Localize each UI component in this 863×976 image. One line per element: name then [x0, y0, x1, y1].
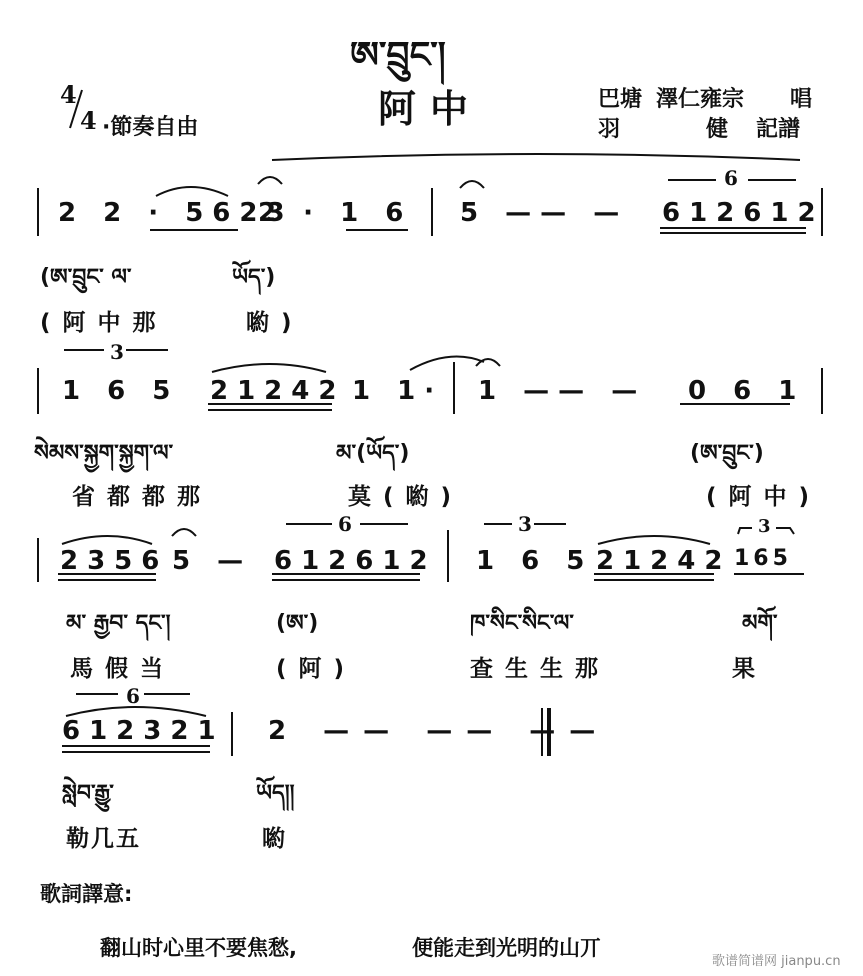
line4-triplet-mark: 6: [126, 684, 140, 708]
line1-measure4: 612612: [662, 198, 825, 228]
line2-measure3: 1 1·: [352, 376, 444, 406]
meter-top: 4: [60, 80, 77, 109]
tempo-marking: ·節奏自由: [102, 115, 199, 140]
line3-triplet-mark-1: 6: [338, 512, 352, 536]
line1-measure3: 5 —— —: [460, 198, 629, 228]
line4-chinese-2: 喲: [262, 826, 297, 852]
credit-singer-role: 唱: [790, 87, 813, 112]
line3-tibetan-4: མགོ་: [742, 611, 778, 636]
line1-chinese-1: (阿中那: [40, 310, 168, 336]
line1-measure1: 2 2 · 5623: [58, 198, 294, 228]
line3-chinese-4: 果: [732, 656, 767, 682]
line2-measure5: 0 6 1: [688, 376, 806, 406]
line1-chinese-2: 喲): [246, 310, 304, 336]
line4-measure1: 612321: [62, 716, 225, 746]
line4-chinese-1: 勒几五: [66, 826, 141, 852]
line3-tibetan-3: ཁ་སིང་སིང་ལ་: [470, 611, 574, 636]
watermark: 歌谱简谱网 jianpu.cn: [712, 954, 841, 969]
line2-measure1: 1 6 5: [62, 376, 180, 406]
line1-tibetan-1: (ཨ་བྲུང་ ལ་: [40, 265, 132, 290]
line3-triplet-mark-2: 3: [518, 512, 532, 536]
line3-measure6: 165: [734, 546, 792, 571]
credit-transcriber2: 健: [706, 117, 729, 142]
line3-tibetan-2: (ཨ་): [276, 611, 319, 636]
line4-tibetan-1: སླེབ་རྒྱུ་: [62, 781, 114, 806]
line2-tibetan-1: སེམས་སྐྱག་སྐྱག་ལ་: [34, 441, 174, 466]
line1-measure2: 2 · 1 6: [258, 198, 413, 228]
line2-measure2: 21242: [210, 376, 346, 406]
line1-tibetan-2: ཡོད་): [232, 265, 276, 290]
translation-line-1: 翻山时心里不要焦愁,: [100, 936, 297, 960]
line3-chinese-2: (阿): [276, 656, 357, 682]
line3-measure1: 2356: [60, 546, 169, 576]
line2-chinese-1: 省都都那: [72, 484, 212, 510]
line2-tibetan-3: (ཨ་བྲུང་): [690, 441, 764, 466]
line3-chinese-3: 查生生那: [470, 656, 610, 682]
line3-measure3: 612612: [274, 546, 437, 576]
line2-tibetan-2: མ་(ཡོད་): [336, 441, 410, 466]
meter-bottom: 4: [80, 106, 97, 135]
line2-triplet-mark: 3: [110, 340, 124, 364]
credit-singer-label: 巴塘: [598, 87, 643, 112]
line4-tibetan-2: ཡོད།།: [256, 781, 295, 806]
tibetan-title: ཨ་བྲུང་།: [350, 35, 446, 76]
line3-measure2: 5 —: [172, 546, 253, 576]
translation-line-2: 便能走到光明的山丌: [412, 936, 601, 960]
line1-triplet-mark: 6: [724, 166, 738, 190]
line3-tibetan-1: མ་ རྒྱབ་ དང་།: [66, 611, 171, 636]
line2-chinese-3: (阿中): [706, 484, 822, 510]
line3-measure4: 1 6 5: [476, 546, 594, 576]
credit-transcriber-role: 記譜: [756, 117, 801, 142]
line3-measure5: 21242: [596, 546, 732, 576]
line3-chinese-1: 馬假当: [70, 656, 175, 682]
line2-chinese-2: 莫(喲): [348, 484, 464, 510]
translation-heading: 歌詞譯意:: [40, 882, 133, 906]
credit-singer: 澤仁雍宗: [656, 87, 745, 112]
line3-triplet-mark-3: 3: [758, 516, 771, 537]
line4-measure2: 2 —— —— ——: [268, 716, 610, 746]
credit-transcriber: 羽: [598, 117, 621, 142]
page-title: 阿中: [378, 87, 483, 131]
line2-measure4: 1 —— —: [478, 376, 647, 406]
